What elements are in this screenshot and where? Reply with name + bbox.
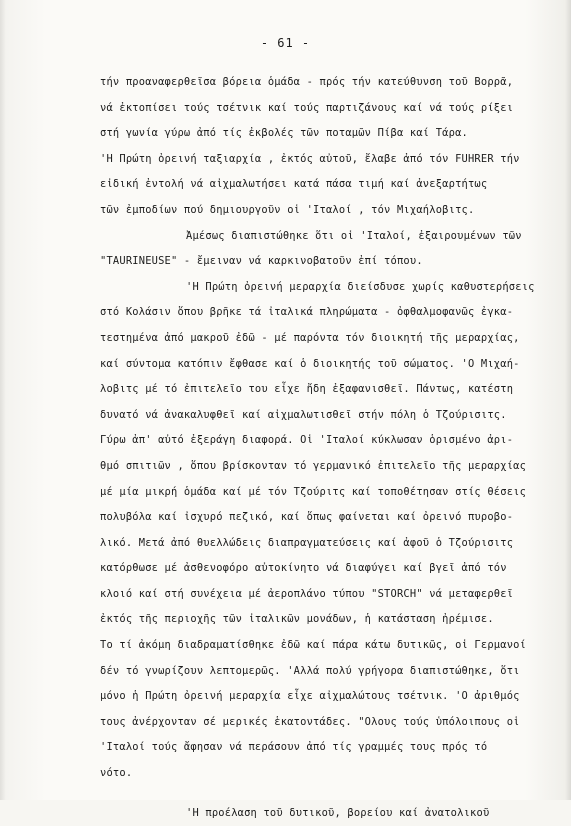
text-line: τήν προαναφερθεῖσα βόρεια ὁμάδα - πρός τήν κατεύθυνση τοῦ Βορρᾶ, — [100, 76, 514, 88]
paragraph-start-line: Ἀμέσως διαπιστώθηκε ὅτι οἱ 'Ιταλοί, ἐξαιρουμένων τῶν — [186, 229, 522, 242]
body-text — [100, 70, 545, 826]
text-line: ἐκτός τῆς περιοχῆς τῶν ἰταλικῶν μονάδων, ἡ κατάσταση ἠρέμισε. — [100, 613, 494, 626]
text-line: λικό. Μετά ἀπό θυελλώδεις διαπραγματεύσεις καί ἀφοῦ ὁ Τζούρισιτς — [100, 536, 514, 549]
paragraph-gap — [100, 787, 545, 801]
text-line: εἰδική ἐντολή νά αἰχμαλωτήσει κατά πάσα τιμή καί ἀνεξαρτήτως — [100, 178, 488, 191]
scan-shadow-right — [565, 0, 571, 800]
paragraph-start-line: 'Η προέλαση τοῦ δυτικοῦ, βορείου καί ἀνατολικοῦ — [186, 806, 490, 819]
text-line: πολυβόλα καί ἰσχυρό πεζικό, καί ὅπως φαίνεται καί ὀρεινό πυροβο- — [100, 511, 514, 524]
text-line: μόνο ἡ Πρώτη ὀρεινή μεραρχία εἶχε αἰχμαλώτους τσέτνικ. 'Ο ἀριθμός — [100, 690, 520, 703]
text-line: "TAURINEUSE" - ἔμειναν νά καρκινοβατοῦν ἐπί τόπου. — [100, 255, 423, 268]
text-line: στή γωνία γύρω ἀπό τίς ἐκβολές τῶν ποταμῶν Πίβα καί Τάρα. — [100, 127, 468, 140]
paragraph-start-line: 'Η Πρώτη ὀρεινή μεραρχία διείσδυσε χωρίς καθυστερήσεις — [186, 280, 535, 293]
text-line: θμό σπιτιῶν , ὅπου βρίσκονταν τό γερμανικό ἐπιτελεῖο τῆς μεραρχίας — [100, 459, 527, 472]
text-line: δέν τό γνωρίζουν λεπτομερῶς. 'Αλλά πολύ γρήγορα διαπιστώθηκε, ὅτι — [100, 664, 520, 677]
text-line: λοβιτς μέ τό ἐπιτελεῖο του εἶχε ἤδη ἐξαφανισθεῖ. Πάντως, κατέστη — [100, 383, 514, 396]
text-line: δυνατό νά ἀνακαλυφθεῖ καί αἰχμαλωτισθεῖ στήν πόλη ὁ Τζούρισιτς. — [100, 408, 507, 421]
text-line: μέ μία μικρή ὁμάδα καί μέ τόν Τζούριτς καί τοποθέτησαν στίς θέσεις — [100, 485, 527, 498]
text-line: νά ἐκτοπίσει τούς τσέτνικ καί τούς παρτιζάνους καί νά τούς ρίξει — [100, 101, 514, 114]
text-line: τους ἀνέρχονταν σέ μερικές ἑκατοντάδες. "Ολους τούς ὑπόλοιπους οἱ — [100, 715, 520, 728]
text-line: 'Η Πρώτη ὀρεινή ταξιαρχία , ἐκτός αὐτοῦ, ἔλαβε ἀπό τόν FUHRER τήν — [100, 152, 520, 165]
text-line: τεστημένα ἀπό μακροῦ ἐδῶ - μέ παρόντα τόν διοικητή τῆς μεραρχίας, — [100, 331, 520, 344]
text-line: τῶν ἐμποδίων πού δημιουργοῦν οἱ 'Ιταλοί , τόν Μιχαήλοβιτς. — [100, 203, 475, 216]
text-line: Το τί ἀκόμη διαδραματίσθηκε ἐδῶ καί πάρα κάτω δυτικῶς, οἱ Γερμανοί — [100, 639, 527, 652]
text-line: νότο. — [100, 767, 133, 780]
page-number: - 61 - — [260, 36, 311, 50]
text-line: Γύρω ἀπ' αὐτό ἐξεράγη διαφορά. Οἱ 'Ιταλοί κύκλωσαν ὁρισμένο ἀρι- — [100, 434, 514, 447]
text-line: στό Κολάσιν ὅπου βρῆκε τά ἰταλικά πληρώματα - ὀφθαλμοφανῶς ἐγκα- — [100, 306, 514, 319]
text-line: κλοιό καί στή συνέχεια μέ ἀεροπλάνο τύπου "STORCH" νά μεταφερθεῖ — [100, 587, 514, 600]
text-line: καί σύντομα κατόπιν ἔφθασε καί ὁ διοικητής τοῦ σώματος. 'Ο Μιχαή- — [100, 357, 520, 370]
text-line: κατόρθωσε μέ ἀσθενοφόρο αὐτοκίνητο νά διαφύγει καί βγεῖ ἀπό τόν — [100, 562, 507, 575]
scan-shadow-left — [0, 0, 6, 800]
text-line: 'Ιταλοί τούς ἄφησαν νά περάσουν ἀπό τίς γραμμές τους πρός τό — [100, 741, 488, 754]
